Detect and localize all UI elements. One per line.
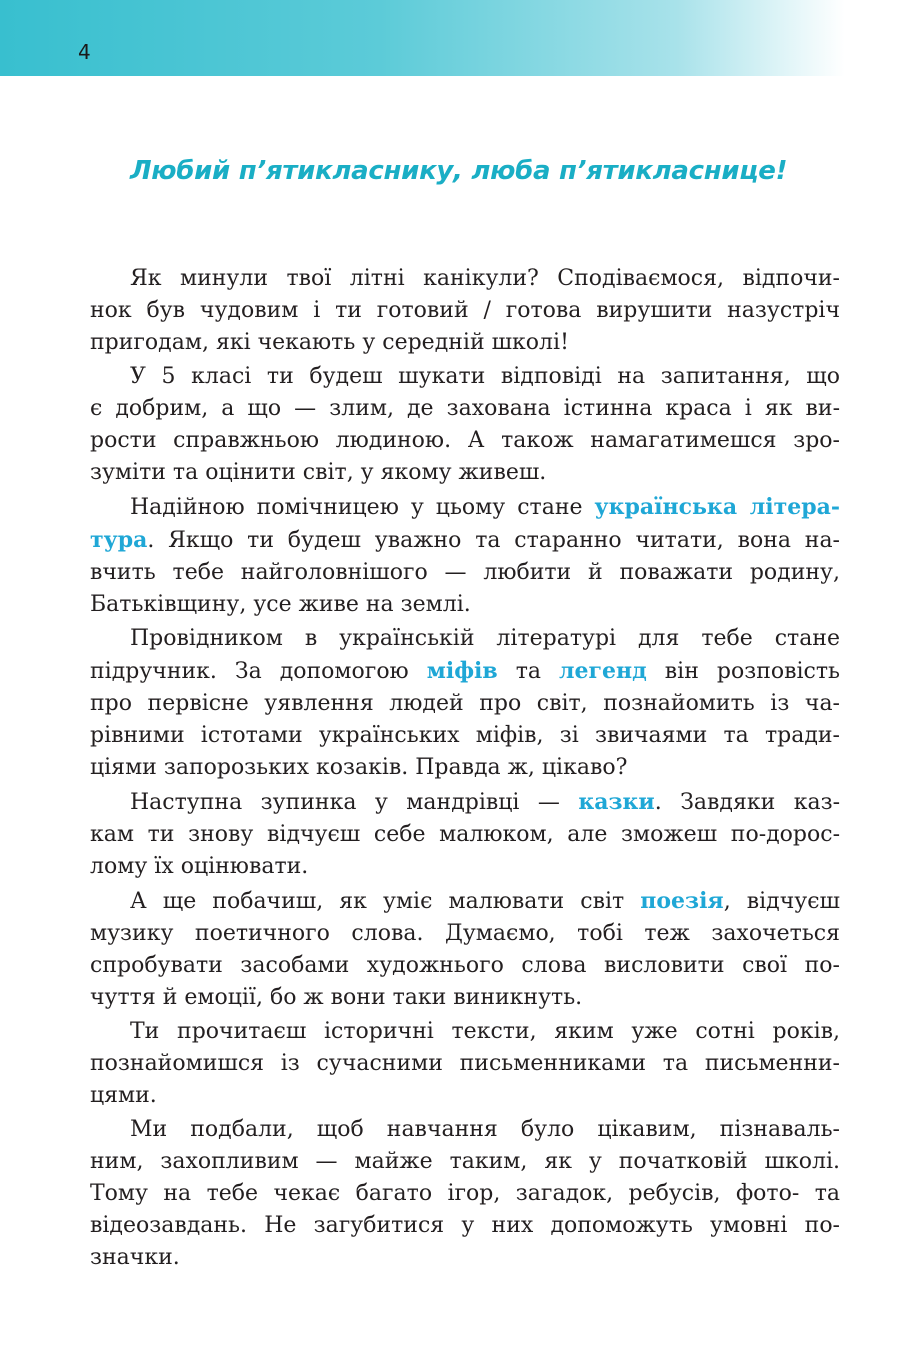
text-line [90, 524, 840, 557]
paragraph [90, 361, 840, 489]
text-run: чуття й емоції, бо ж вони таки виникнуть. [90, 985, 583, 1010]
text-run: ним, захопливим — майже таким, як у початковій школі. [90, 1149, 840, 1174]
text-line [90, 393, 840, 425]
text-line [90, 950, 840, 982]
text-run: рівними істотами українських міфів, зі звичаями та тради- [90, 723, 840, 748]
text-run: Наступна зупинка у мандрівці — [130, 790, 579, 815]
text-line [90, 918, 840, 950]
highlighted-keyword: поезія [640, 888, 724, 914]
text-line [90, 1080, 840, 1112]
paragraph [90, 1016, 840, 1112]
text-line [90, 1016, 840, 1048]
text-line [90, 425, 840, 457]
text-run: Надійною помічницею у цьому стане [130, 495, 595, 520]
text-line [90, 457, 840, 489]
text-run: він розповість [646, 659, 840, 684]
text-line [90, 327, 840, 359]
highlighted-keyword: легенд [559, 658, 647, 684]
text-line [90, 851, 840, 883]
text-run: познайомишся із сучасними письменниками та письменни- [90, 1051, 840, 1076]
highlighted-keyword: міфів [426, 658, 498, 684]
highlighted-keyword: українська літера- [594, 494, 841, 520]
paragraph [90, 623, 840, 784]
text-run: зуміти та оцінити світ, у якому живеш. [90, 460, 547, 485]
text-line [90, 1242, 840, 1274]
page-number: 4 [78, 40, 91, 64]
text-line [90, 982, 840, 1014]
text-run: підручник. За допомогою [90, 659, 427, 684]
text-line [90, 688, 840, 720]
text-run: ціями запорозьких козаків. Правда ж, цікаво? [90, 755, 628, 780]
text-run: про первісне уявлення людей про світ, познайомить із ча- [90, 691, 840, 716]
text-run: спробувати засобами художнього слова висловити свої по- [90, 953, 840, 978]
text-run: є добрим, а що — злим, де захована істинна краса і як ви- [90, 396, 840, 421]
text-run: У 5 класі ти будеш шукати відповіді на запитання, що [130, 364, 840, 389]
text-run: . Якщо ти будеш уважно та старанно читати, вона на- [147, 528, 840, 553]
text-run: кам ти знову відчуєш себе малюком, але зможеш по-дорос- [90, 822, 840, 847]
text-line [90, 1210, 840, 1242]
text-run: Ми подбали, щоб навчання було цікавим, пізнаваль- [130, 1117, 840, 1142]
text-run: нок був чудовим і ти готовий / готова вирушити назустріч [90, 298, 840, 323]
text-line [90, 623, 840, 655]
text-line [90, 361, 840, 393]
text-run: відеозавдань. Не загубитися у них допоможуть умовні по- [90, 1213, 840, 1238]
text-run: . Завдяки каз- [654, 790, 841, 815]
text-line [90, 655, 840, 688]
text-line [90, 557, 840, 589]
text-line [90, 589, 840, 621]
text-run: лому їх оцінювати. [90, 854, 309, 879]
text-run: вчить тебе найголовнішого — любити й поважати родину, [90, 560, 840, 585]
highlighted-keyword: тура [90, 527, 148, 553]
text-line [90, 752, 840, 784]
text-run: значки. [90, 1245, 180, 1270]
text-run: Тому на тебе чекає багато ігор, загадок, ребусів, фото- та [90, 1181, 840, 1206]
highlighted-keyword: казки [578, 789, 655, 815]
text-line [90, 1048, 840, 1080]
text-line [90, 1146, 840, 1178]
text-line [90, 819, 840, 851]
text-line [90, 720, 840, 752]
text-run: пригодам, які чекають у середній школі! [90, 330, 569, 355]
text-line [90, 263, 840, 295]
paragraph [90, 263, 840, 359]
text-line [90, 885, 840, 918]
text-run: Провідником в українській літературі для тебе стане [130, 626, 840, 651]
text-run: та [497, 659, 559, 684]
text-line [90, 295, 840, 327]
paragraph [90, 786, 840, 883]
text-run: Батьківщину, усе живе на землі. [90, 592, 471, 617]
header-band [0, 0, 845, 76]
text-line [90, 1114, 840, 1146]
text-run: рости справжньою людиною. А також намагатимешся зро- [90, 428, 840, 453]
text-run: музику поетичного слова. Думаємо, тобі теж захочеться [90, 921, 840, 946]
text-run: , відчуєш [723, 889, 840, 914]
paragraph [90, 885, 840, 1014]
paragraph [90, 1114, 840, 1274]
body-text [90, 263, 840, 1276]
text-run: А ще побачиш, як уміє малювати світ [130, 889, 641, 914]
greeting-heading: Любий п’ятикласнику, люба п’ятикласнице! [130, 156, 788, 186]
text-run: Як минули твої літні канікули? Сподіваємося, відпочи- [130, 266, 840, 291]
text-run: цями. [90, 1083, 157, 1108]
text-line [90, 491, 840, 524]
text-run: Ти прочитаєш історичні тексти, яким уже сотні років, [130, 1019, 840, 1044]
text-line [90, 1178, 840, 1210]
paragraph [90, 491, 840, 621]
text-line [90, 786, 840, 819]
